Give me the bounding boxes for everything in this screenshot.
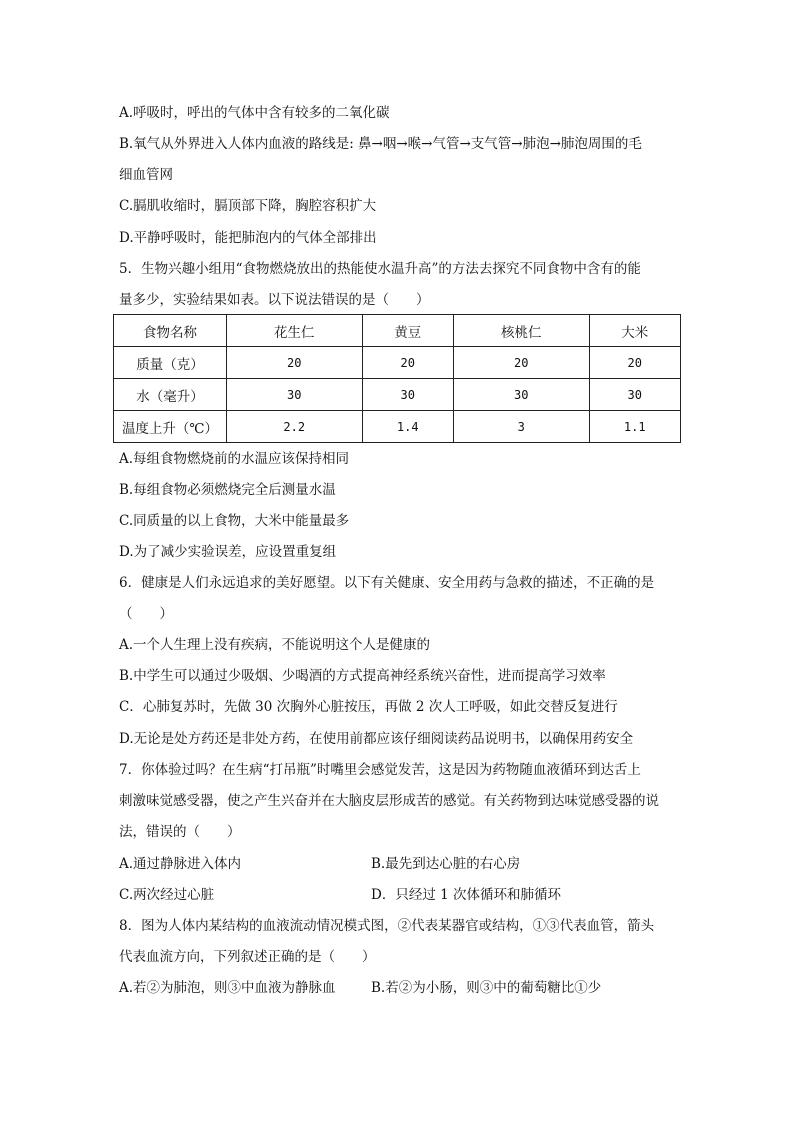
q6-option-c: C．心肺复苏时，先做 30 次胸外心脏按压，再做 2 次人工呼吸，如此交替反复进行: [119, 699, 618, 715]
q4-option-b-line2: 细血管网: [119, 167, 173, 183]
table-cell: 温度上升（℃）: [114, 411, 227, 443]
table-cell: 水（毫升）: [114, 379, 227, 411]
q8-option-a: A.若②为肺泡，则③中血液为静脉血: [119, 980, 336, 996]
q4-option-d: D.平静呼吸时，能把肺泡内的气体全部排出: [119, 230, 377, 246]
table-cell: 质量（克）: [114, 347, 227, 379]
q7-option-b: B.最先到达心脏的右心房: [371, 856, 521, 872]
q8-option-b: B.若②为小肠，则③中的葡萄糖比①少: [371, 980, 602, 996]
q5-option-d: D.为了减少实验误差，应设置重复组: [119, 544, 337, 560]
q5-data-table: [113, 314, 681, 443]
q7-stem-line1: 7．你体验过吗？在生病“打吊瓶”时嘴里会感觉发苦，这是因为药物随血液循环到达舌上: [119, 762, 641, 778]
table-row: [114, 379, 681, 411]
q4-option-b-line1: B.氧气从外界进入人体内血液的路线是: 鼻→咽→喉→气管→支气管→肺泡→肺泡周围的毛: [119, 136, 642, 152]
q6-option-d: D.无论是处方药还是非处方药，在使用前都应该仔细阅读药品说明书，以确保用药安全: [119, 731, 634, 747]
table-cell: 30: [227, 379, 363, 411]
table-cell: 1.1: [589, 411, 680, 443]
table-cell: 大米: [589, 315, 680, 347]
q8-stem-line1: 8．图为人体内某结构的血液流动情况模式图，②代表某器官或结构，①③代表血管，箭头: [119, 918, 655, 934]
q5-option-b: B.每组食物必须燃烧完全后测量水温: [119, 482, 336, 498]
q7-option-a: A.通过静脉进入体内: [119, 856, 242, 872]
q7-stem-line3: 法，错误的（ ）: [119, 824, 241, 840]
q6-option-b: B.中学生可以通过少吸烟、少喝酒的方式提高神经系统兴奋性，进而提高学习效率: [119, 668, 606, 684]
table-cell: 30: [453, 379, 589, 411]
table-cell: 20: [227, 347, 363, 379]
table-cell: 黄豆: [362, 315, 453, 347]
table-cell: 核桃仁: [453, 315, 589, 347]
q5-option-a: A.每组食物燃烧前的水温应该保持相同: [119, 451, 350, 467]
table-header-row: [114, 315, 681, 347]
table-cell: 食物名称: [114, 315, 227, 347]
q7-option-c: C.两次经过心脏: [119, 887, 215, 903]
q7-option-d: D．只经过 1 次体循环和肺循环: [371, 887, 561, 903]
q5-stem-line1: 5．生物兴趣小组用“食物燃烧放出的热能使水温升高”的方法去探究不同食物中含有的能: [119, 261, 641, 277]
table-cell: 20: [453, 347, 589, 379]
q7-stem-line2: 刺激味觉感受器，使之产生兴奋并在大脑皮层形成苦的感觉。有关药物到达味觉感受器的说: [119, 793, 659, 809]
q4-option-c: C.膈肌收缩时，膈顶部下降，胸腔容积扩大: [119, 198, 377, 214]
table-cell: 30: [589, 379, 680, 411]
table-cell: 2.2: [227, 411, 363, 443]
table-cell: 花生仁: [227, 315, 363, 347]
table-cell: 20: [589, 347, 680, 379]
q8-stem-line2: 代表血流方向，下列叙述正确的是（ ）: [119, 949, 376, 965]
table-row: [114, 347, 681, 379]
table-row: [114, 411, 681, 443]
q6-option-a: A.一个人生理上没有疾病，不能说明这个人是健康的: [119, 637, 431, 653]
table-cell: 30: [362, 379, 453, 411]
table-cell: 3: [453, 411, 589, 443]
table-cell: 1.4: [362, 411, 453, 443]
q6-stem-line2: （ ）: [119, 606, 173, 622]
q6-stem-line1: 6．健康是人们永远追求的美好愿望。以下有关健康、安全用药与急救的描述，不正确的是: [119, 575, 655, 591]
q5-stem-line2: 量多少，实验结果如表。以下说法错误的是（ ）: [119, 292, 430, 308]
q5-option-c: C.同质量的以上食物，大米中能量最多: [119, 513, 350, 529]
table-cell: 20: [362, 347, 453, 379]
q4-option-a: A.呼吸时，呼出的气体中含有较多的二氧化碳: [119, 105, 390, 121]
